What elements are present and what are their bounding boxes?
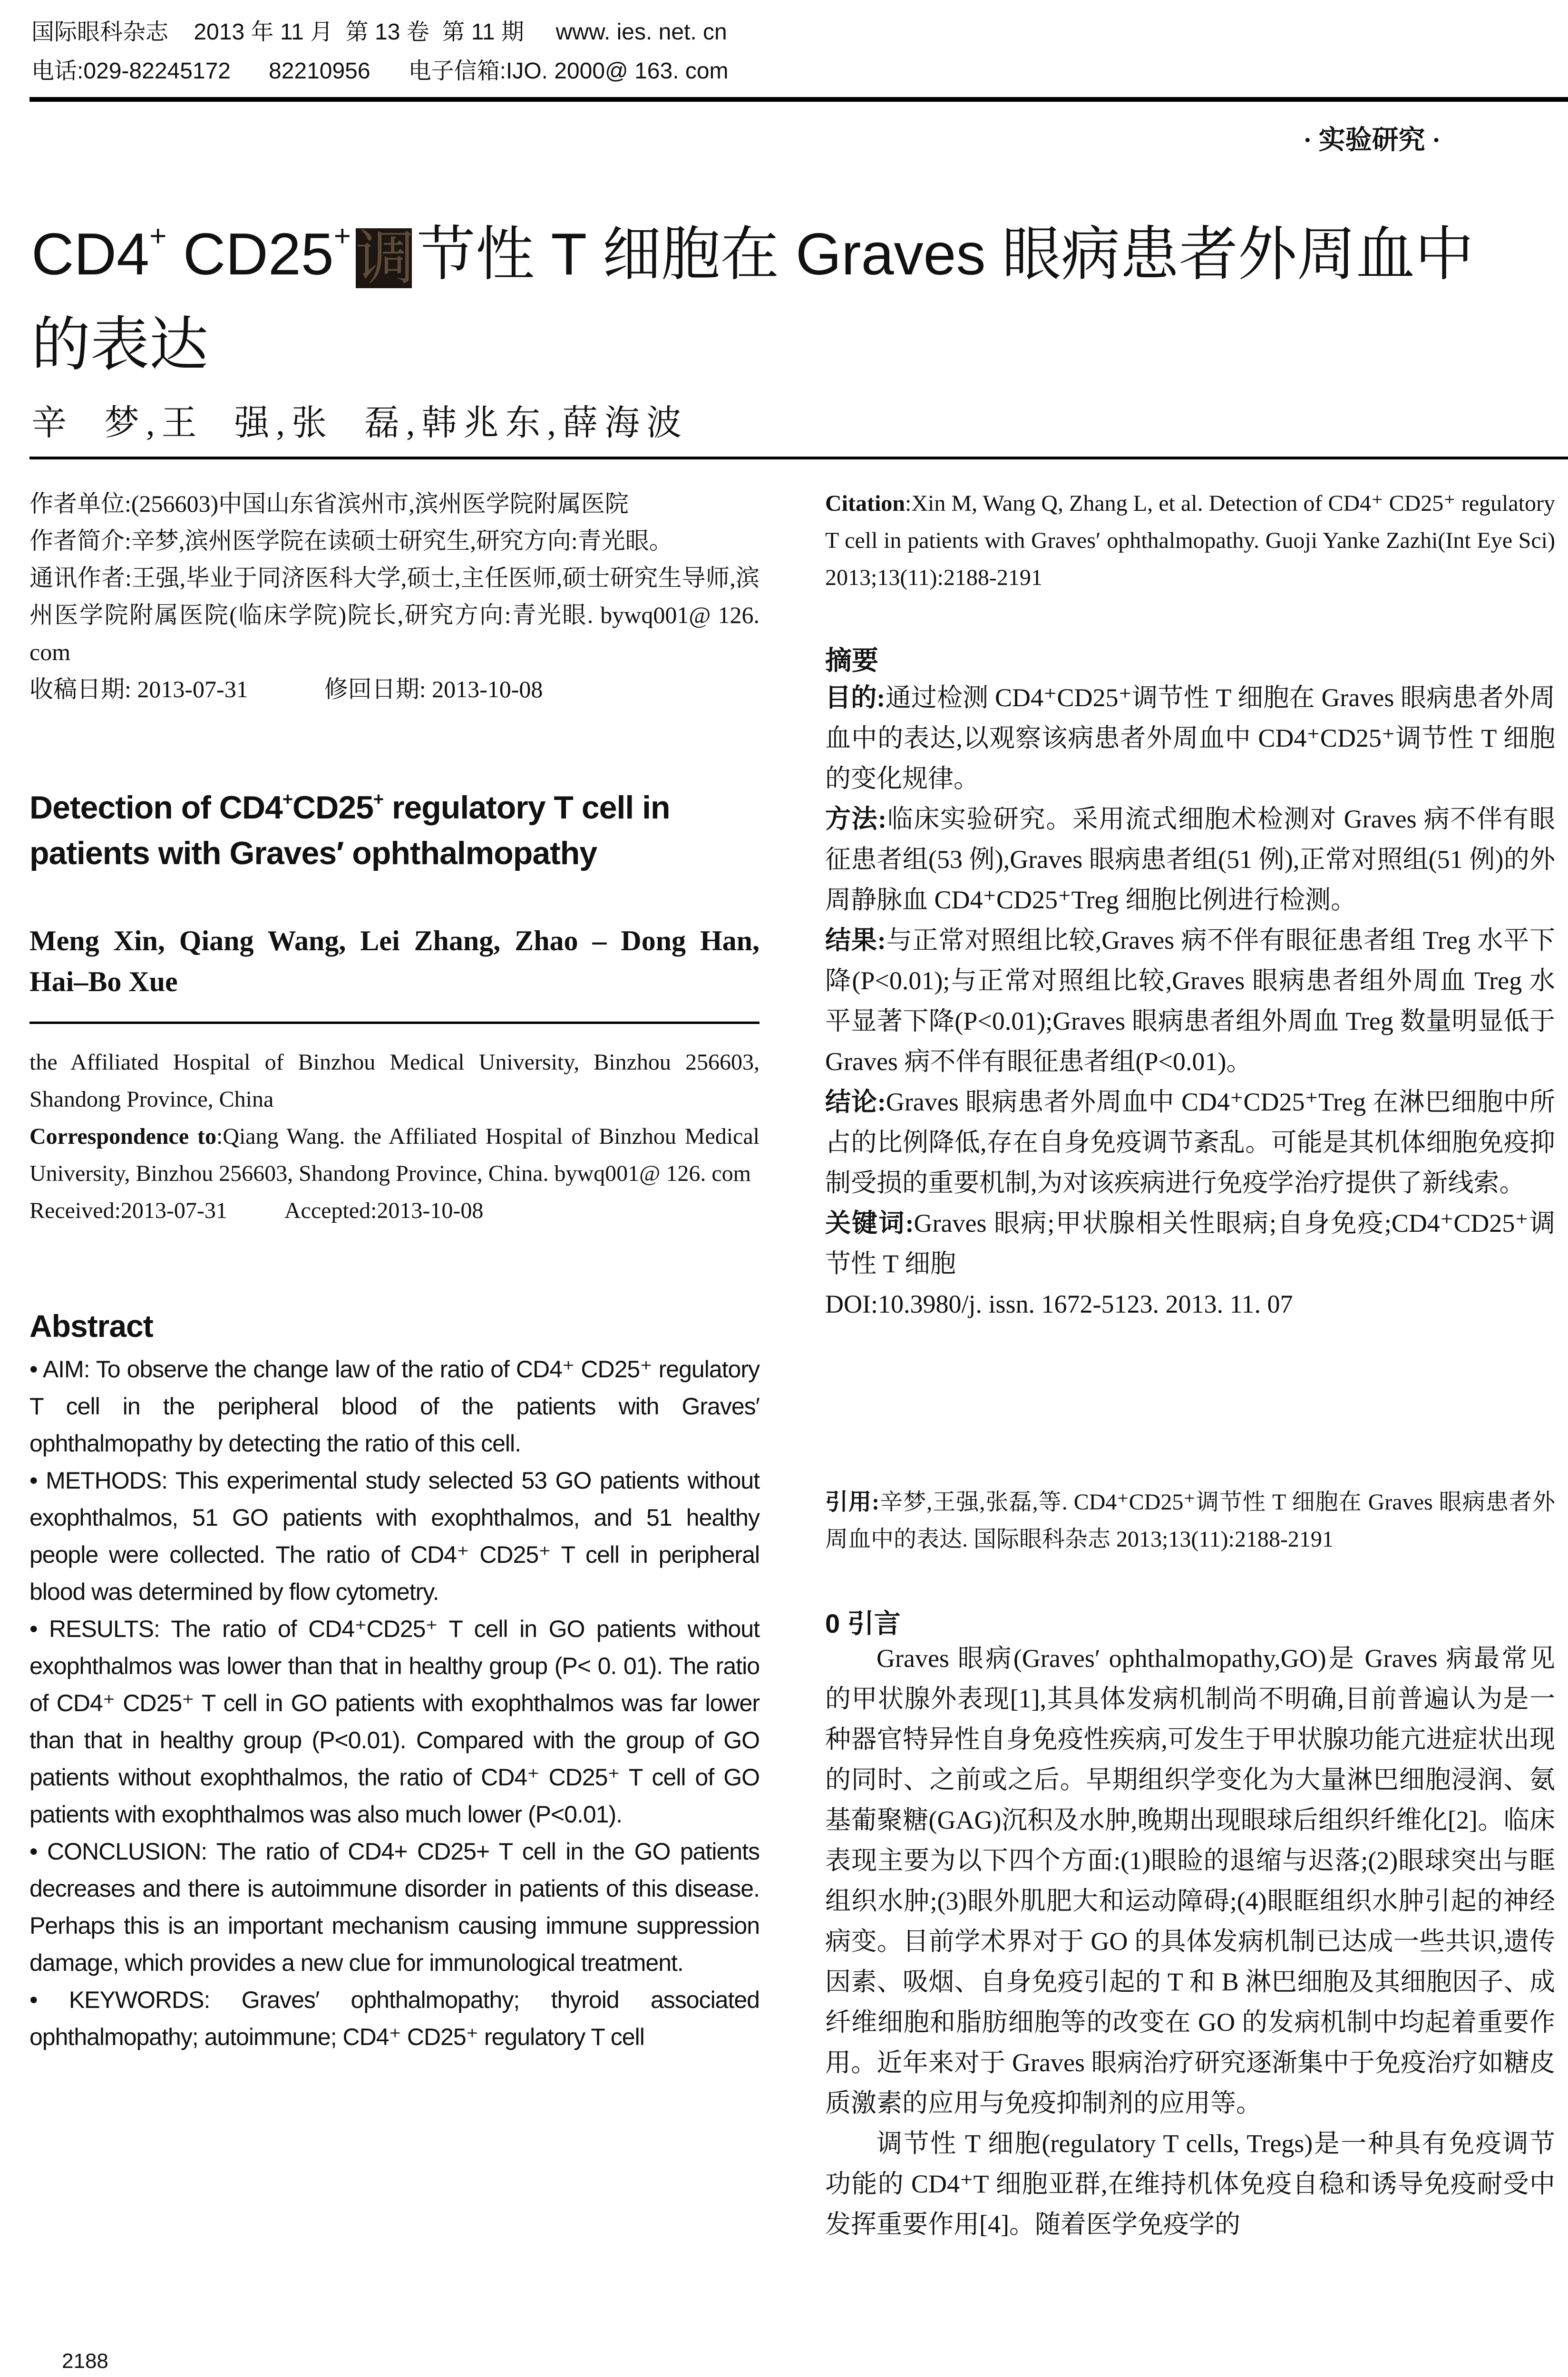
authors-rule xyxy=(29,457,1568,459)
en-dates xyxy=(29,1192,760,1229)
en-title-text: Detection of CD4 xyxy=(29,789,282,826)
title-text: CD4 xyxy=(31,222,150,287)
zh-methods-label: 方法: xyxy=(825,805,887,833)
volume: 第 13 卷 xyxy=(345,19,429,45)
zh-aim-text: 通过检测 CD4⁺CD25⁺调节性 T 细胞在 Graves 眼病患者外周血中的表达,以观察该病患者外周血中 CD4⁺CD25⁺调节性 T 细胞的变化规律。 xyxy=(825,683,1556,793)
phone-2: 82210956 xyxy=(269,58,370,84)
en-title-sup: + xyxy=(282,789,293,809)
page-number: 2188 xyxy=(62,2349,108,2373)
intro-body xyxy=(825,1638,1555,2245)
abstract-heading: Abstract xyxy=(29,1308,153,1344)
doi[interactable]: DOI:10.3980/j. issn. 1672-5123. 2013. 11. 07 xyxy=(825,1290,1293,1318)
abstract-zh xyxy=(825,678,1555,1325)
abstract-keywords: • KEYWORDS: Graves′ ophthalmopathy; thyroid associated ophthalmopathy; autoimmune; CD4⁺ CD25⁺ regulatory T cell xyxy=(29,1987,760,2050)
abstract-results: • RESULTS: The ratio of CD4⁺CD25⁺ T cell in GO patients without exophthalmos was lower than that in healthy group (P< 0. 01). The ratio of CD4⁺ CD25⁺ T cell in GO patients with exophthalmos was far lower than that in healthy group (P<0.01). Compared with the group of GO patients without exophthalmos, the ratio of CD4⁺ CD25⁺ T cell of GO patients with exophthalmos was also much lower (P<0.01). xyxy=(29,1616,760,1828)
zh-keywords-text: Graves 眼病;甲状腺相关性眼病;自身免疫;CD4⁺CD25⁺调节性 T 细胞 xyxy=(825,1209,1555,1278)
en-title-text: CD25 xyxy=(292,789,373,826)
journal-name: 国际眼科杂志 xyxy=(31,19,169,45)
zh-results-text: 与正常对照组比较,Graves 病不伴有眼征患者组 Treg 水平下降(P<0.01);与正常对照组比较,Graves 眼病患者组外周血 Treg 水平显著下降(P<0.01);Graves 眼病患者组外周血 Treg 数量明显低于 Graves 病不伴有眼征患者组(P<0.01)。 xyxy=(825,926,1555,1076)
en-title-text: regulatory T cell in patients with Graves′ ophthalmopathy xyxy=(29,789,670,871)
english-authors-rule xyxy=(29,1022,760,1024)
author-unit: 作者单位:(256603)中国山东省滨州市,滨州医学院附属医院 xyxy=(29,490,629,517)
title-text: CD25 xyxy=(166,222,334,287)
zh-keywords xyxy=(825,1203,1555,1284)
citation-text: :Xin M, Wang Q, Zhang L, et al. Detection of CD4⁺ CD25⁺ regulatory T cell in patients with Graves′ ophthalmopathy. Guoji Yanke Zazhi(Int Eye Sci) 2013;13(11):2188-2191 xyxy=(825,491,1555,590)
author-info xyxy=(29,485,760,708)
en-received: Received:2013-07-31 xyxy=(29,1198,227,1223)
issue: 第 11 期 xyxy=(442,19,524,45)
phone: 电话:029-82245172 xyxy=(31,58,231,84)
affiliation-address: the Affiliated Hospital of Binzhou Medical University, Binzhou 256603, Shandong Province, China xyxy=(29,1050,760,1112)
zh-aim-label: 目的: xyxy=(825,683,886,712)
issue-date: 2013 年 11 月 xyxy=(194,19,333,45)
citation-label: Citation xyxy=(825,491,905,516)
author-intro: 作者简介:辛梦,滨州医学院在读硕士研究生,研究方向:青光眼。 xyxy=(29,527,673,554)
english-authors: Meng Xin, Qiang Wang, Lei Zhang, Zhao – Dong Han, Hai–Bo Xue xyxy=(29,925,760,997)
journal-header-line1 xyxy=(31,18,727,47)
authors-zh: 辛 梦,王 强,张 磊,韩兆东,薛海波 xyxy=(31,404,688,443)
abstract-en xyxy=(29,1351,760,2056)
title-text: 节性 T 细胞在 Graves 眼病患者外周血中 xyxy=(416,222,1474,287)
en-accepted: Accepted:2013-10-08 xyxy=(284,1198,484,1223)
title-sup: + xyxy=(149,220,167,253)
intro-heading: 0 引言 xyxy=(825,1608,901,1638)
zh-keywords-label: 关键词: xyxy=(825,1209,914,1237)
abstract-methods: • METHODS: This experimental study selected 53 GO patients without exophthalmos, 51 GO patients with exophthalmos, and 51 healthy people were collected. The ratio of CD4⁺ CD25⁺ T cell in peripheral blood was determined by flow cytometry. xyxy=(29,1467,760,1605)
title-line2: 的表达 xyxy=(31,312,209,378)
email[interactable]: 电子信箱:IJO. 2000@ 163. com xyxy=(408,58,729,84)
zh-conclusion xyxy=(825,1082,1555,1203)
title-sup: + xyxy=(333,220,351,253)
citation-zh-text: 辛梦,王强,张磊,等. CD4⁺CD25⁺调节性 T 细胞在 Graves 眼病患者外周血中的表达. 国际眼科杂志 2013;13(11):2188-2191 xyxy=(825,1490,1555,1552)
en-title-sup: + xyxy=(373,789,384,809)
zh-conclusion-text: Graves 眼病患者外周血中 CD4⁺CD25⁺Treg 在淋巴细胞中所占的比例降低,存在自身免疫调节紊乱。可能是其机体细胞免疫抑制受损的重要机制,为对该疾病进行免疫学治疗提供了新线索。 xyxy=(825,1088,1555,1197)
header-rule xyxy=(29,97,1568,102)
received-date: 收稿日期: 2013-07-31 xyxy=(29,676,248,702)
abstract-conclusion: • CONCLUSION: The ratio of CD4+ CD25+ T cell in the GO patients decreases and there is autoimmune disorder in patients of this disease. Perhaps this is an important mechanism causing immune suppression damage, which provides a new clue for immunological treatment. xyxy=(29,1838,760,1976)
citation-en xyxy=(825,485,1555,596)
corresponding-author: 通讯作者:王强,毕业于同济医科大学,硕士,主任医师,硕士研究生导师,滨州医学院附属医院(临床学院)院长,研究方向:青光眼. bywq001@ 126. com xyxy=(29,565,760,665)
section-tag: · 实验研究 · xyxy=(1303,126,1441,155)
intro-para-2: 调节性 T 细胞(regulatory T cells, Tregs)是一种具有免疫调节功能的 CD4⁺T 细胞亚群,在维持机体免疫自稳和诱导免疫耐受中发挥重要作用[4]。随着医学免疫学的 xyxy=(825,2129,1555,2239)
zh-aim xyxy=(825,678,1555,799)
zh-methods-text: 临床实验研究。采用流式细胞术检测对 Graves 病不伴有眼征患者组(53 例),Graves 眼病患者组(51 例),正常对照组(51 例)的外周静脉血 CD4⁺CD25⁺Treg 细胞比例进行检测。 xyxy=(825,805,1556,914)
zh-results xyxy=(825,920,1555,1082)
intro-para-1: Graves 眼病(Graves′ ophthalmopathy,GO)是 Graves 病最常见的甲状腺外表现[1],其具体发病机制尚不明确,目前普遍认为是一种器官特异性自身免疫性疾病,可发生于甲状腺功能亢进症状出现的同时、之前或之后。早期组织学变化为大量淋巴细胞浸润、氨基葡聚糖(GAG)沉积及水肿,晚期出现眼球后组织纤维化[2]。临床表现主要为以下四个方面:(1)眼睑的退缩与迟落;(2)眼球突出与眶组织水肿;(3)眼外肌肥大和运动障碍;(4)眼眶组织水肿引起的神经病变。目前学术界对于 GO 的具体发病机制已达成一些共识,遗传因素、吸烟、自身免疫引起的 T 和 B 淋巴细胞及其细胞因子、成纤维细胞和脂肪细胞等的改变在 GO 的发病机制中均起着重要作用。近年来对于 Graves 眼病治疗研究逐渐集中于免疫治疗如糖皮质激素的应用与免疫抑制剂的应用等。 xyxy=(825,1644,1555,2117)
citation-zh xyxy=(825,1484,1555,1558)
highlighted-char[interactable]: 调 xyxy=(355,225,415,291)
english-title xyxy=(29,785,760,876)
correspondence-label: Correspondence to xyxy=(29,1124,216,1149)
zh-results-label: 结果: xyxy=(825,926,886,955)
correspondence xyxy=(29,1118,760,1192)
revised-date: 修回日期: 2013-10-08 xyxy=(324,676,543,702)
article-title xyxy=(31,209,1553,390)
citation-zh-label: 引用: xyxy=(825,1490,880,1515)
abstract-aim: • AIM: To observe the change law of the ratio of CD4⁺ CD25⁺ regulatory T cell in the peripheral blood of the patients with Graves′ ophthalmopathy by detecting the ratio of this cell. xyxy=(29,1356,760,1457)
english-affiliation xyxy=(29,1044,760,1229)
zh-conclusion-label: 结论: xyxy=(825,1088,886,1116)
abstract-zh-heading: 摘要 xyxy=(825,646,878,676)
journal-website[interactable]: www. ies. net. cn xyxy=(555,19,727,45)
zh-methods xyxy=(825,799,1555,920)
correspondence-text: :Qiang Wang. the Affiliated Hospital of Binzhou Medical University, Binzhou 256603, Shandong Province, China. bywq001@ 126. com xyxy=(29,1124,760,1186)
journal-header-line2 xyxy=(31,57,729,86)
dates xyxy=(29,671,760,708)
